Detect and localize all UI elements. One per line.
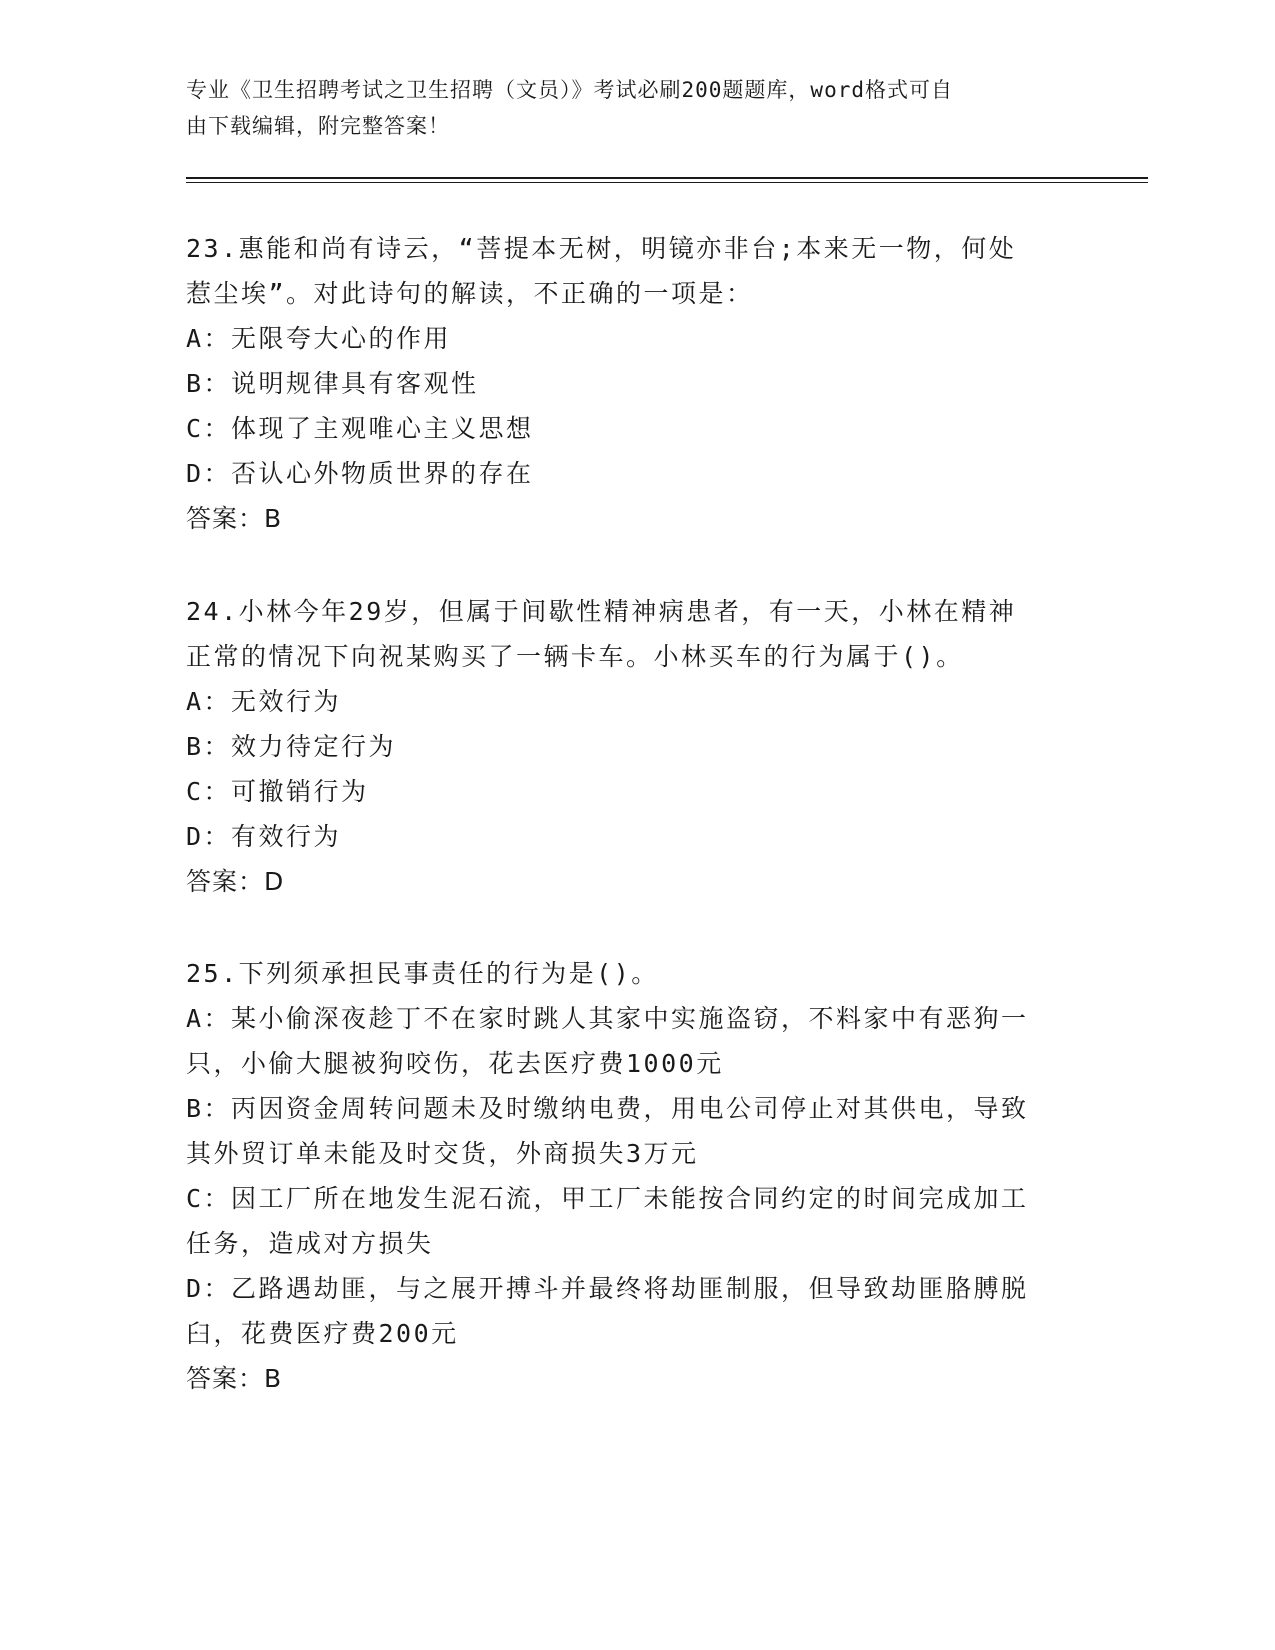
answer-label: 答案：B — [186, 1364, 283, 1393]
option-c: C：可撤销行为 — [186, 777, 369, 806]
option-d: D：有效行为 — [186, 822, 342, 851]
option-a: A：无效行为 — [186, 687, 342, 716]
option-c: C：因工厂所在地发生泥石流，甲工厂未能按合同约定的时间完成加工 — [186, 1184, 1029, 1213]
answer-label: 答案：B — [186, 504, 283, 533]
option-b: B：丙因资金周转问题未及时缴纳电费，用电公司停止对其供电，导致 — [186, 1094, 1029, 1123]
option-b-continued: 其外贸订单未能及时交货，外商损失3万元 — [186, 1139, 699, 1168]
option-d-continued: 臼，花费医疗费200元 — [186, 1319, 459, 1348]
option-c-continued: 任务，造成对方损失 — [186, 1229, 434, 1258]
question-23 — [186, 226, 1086, 541]
option-d: D：乙路遇劫匪，与之展开搏斗并最终将劫匪制服，但导致劫匪胳膊脱 — [186, 1274, 1029, 1303]
header-line: 由下载编辑，附完整答案！ — [186, 114, 450, 138]
question-25 — [186, 951, 1086, 1401]
question-24 — [186, 589, 1086, 904]
option-a-continued: 只，小偷大腿被狗咬伤，花去医疗费1000元 — [186, 1049, 724, 1078]
option-a: A：某小偷深夜趁丁不在家时跳人其家中实施盗窃，不料家中有恶狗一 — [186, 1004, 1029, 1033]
option-b: B：说明规律具有客观性 — [186, 369, 479, 398]
question-stem-line: 25.下列须承担民事责任的行为是()。 — [186, 959, 659, 988]
header-divider — [186, 177, 1148, 183]
question-stem-line: 惹尘埃”。对此诗句的解读，不正确的一项是： — [186, 279, 754, 308]
option-c: C：体现了主观唯心主义思想 — [186, 414, 534, 443]
question-stem-line: 24.小林今年29岁，但属于间歇性精神病患者，有一天，小林在精神 — [186, 597, 1017, 626]
option-a: A：无限夸大心的作用 — [186, 324, 452, 353]
document-header — [186, 72, 1066, 144]
option-b: B：效力待定行为 — [186, 732, 397, 761]
question-stem-line: 正常的情况下向祝某购买了一辆卡车。小林买车的行为属于()。 — [186, 642, 964, 671]
option-d: D：否认心外物质世界的存在 — [186, 459, 534, 488]
answer-label: 答案：D — [186, 867, 285, 896]
question-stem-line: 23.惠能和尚有诗云，“菩提本无树，明镜亦非台;本来无一物，何处 — [186, 234, 1017, 263]
header-line: 专业《卫生招聘考试之卫生招聘（文员）》考试必刷200题题库，word格式可自 — [186, 78, 953, 102]
